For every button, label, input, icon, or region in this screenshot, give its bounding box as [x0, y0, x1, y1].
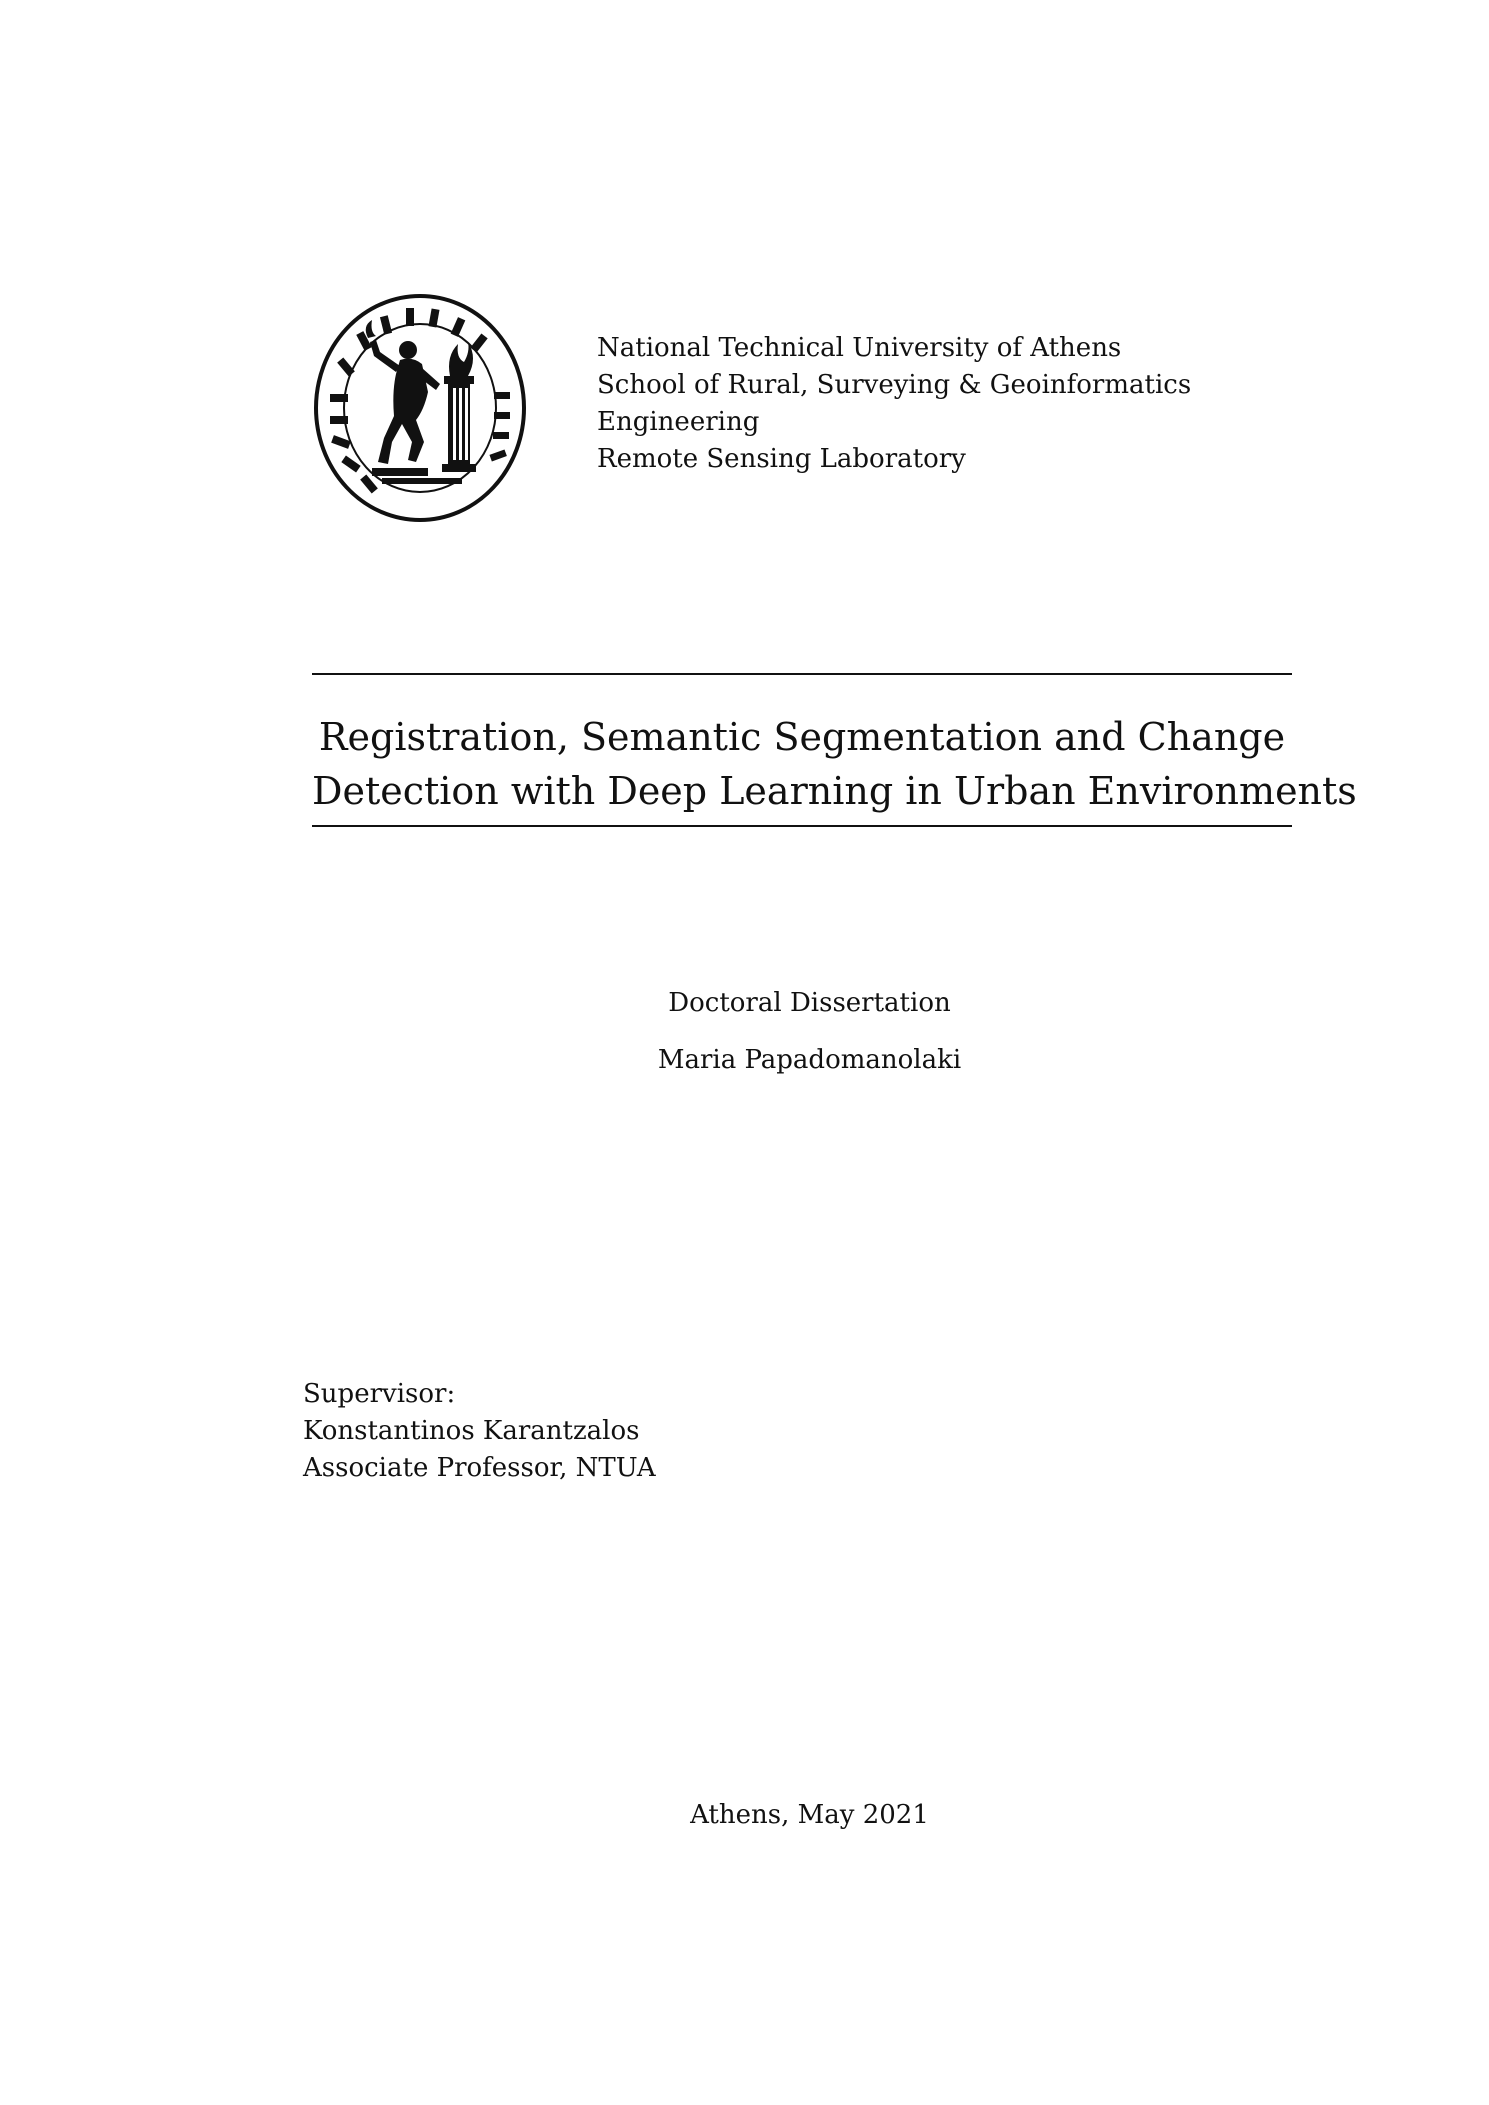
- institution-line-university: National Technical University of Athens: [597, 333, 1122, 363]
- institution-line-school: School of Rural, Surveying & Geoinformatics: [597, 370, 1192, 400]
- institution-line-laboratory: Remote Sensing Laboratory: [597, 444, 966, 474]
- supervisor-block: [303, 1376, 656, 1487]
- supervisor-position: Associate Professor, NTUA: [303, 1453, 656, 1483]
- title-top-rule: [312, 673, 1292, 675]
- document-type: Doctoral Dissertation: [668, 988, 951, 1018]
- author-name: Maria Papadomanolaki: [657, 1045, 962, 1075]
- title-bottom-rule: [312, 825, 1292, 827]
- institution-line-school-cont: Engineering: [597, 407, 760, 437]
- title-line-2: Detection with Deep Learning in Urban Environments: [312, 769, 1357, 813]
- dissertation-title: [312, 710, 1357, 818]
- place-and-date: Athens, May 2021: [690, 1800, 929, 1830]
- university-seal-logo: [312, 292, 528, 524]
- title-line-1: Registration, Semantic Segmentation and Change: [318, 715, 1286, 759]
- institution-block: [597, 330, 1191, 478]
- supervisor-label: Supervisor:: [303, 1379, 456, 1409]
- supervisor-name: Konstantinos Karantzalos: [303, 1416, 640, 1446]
